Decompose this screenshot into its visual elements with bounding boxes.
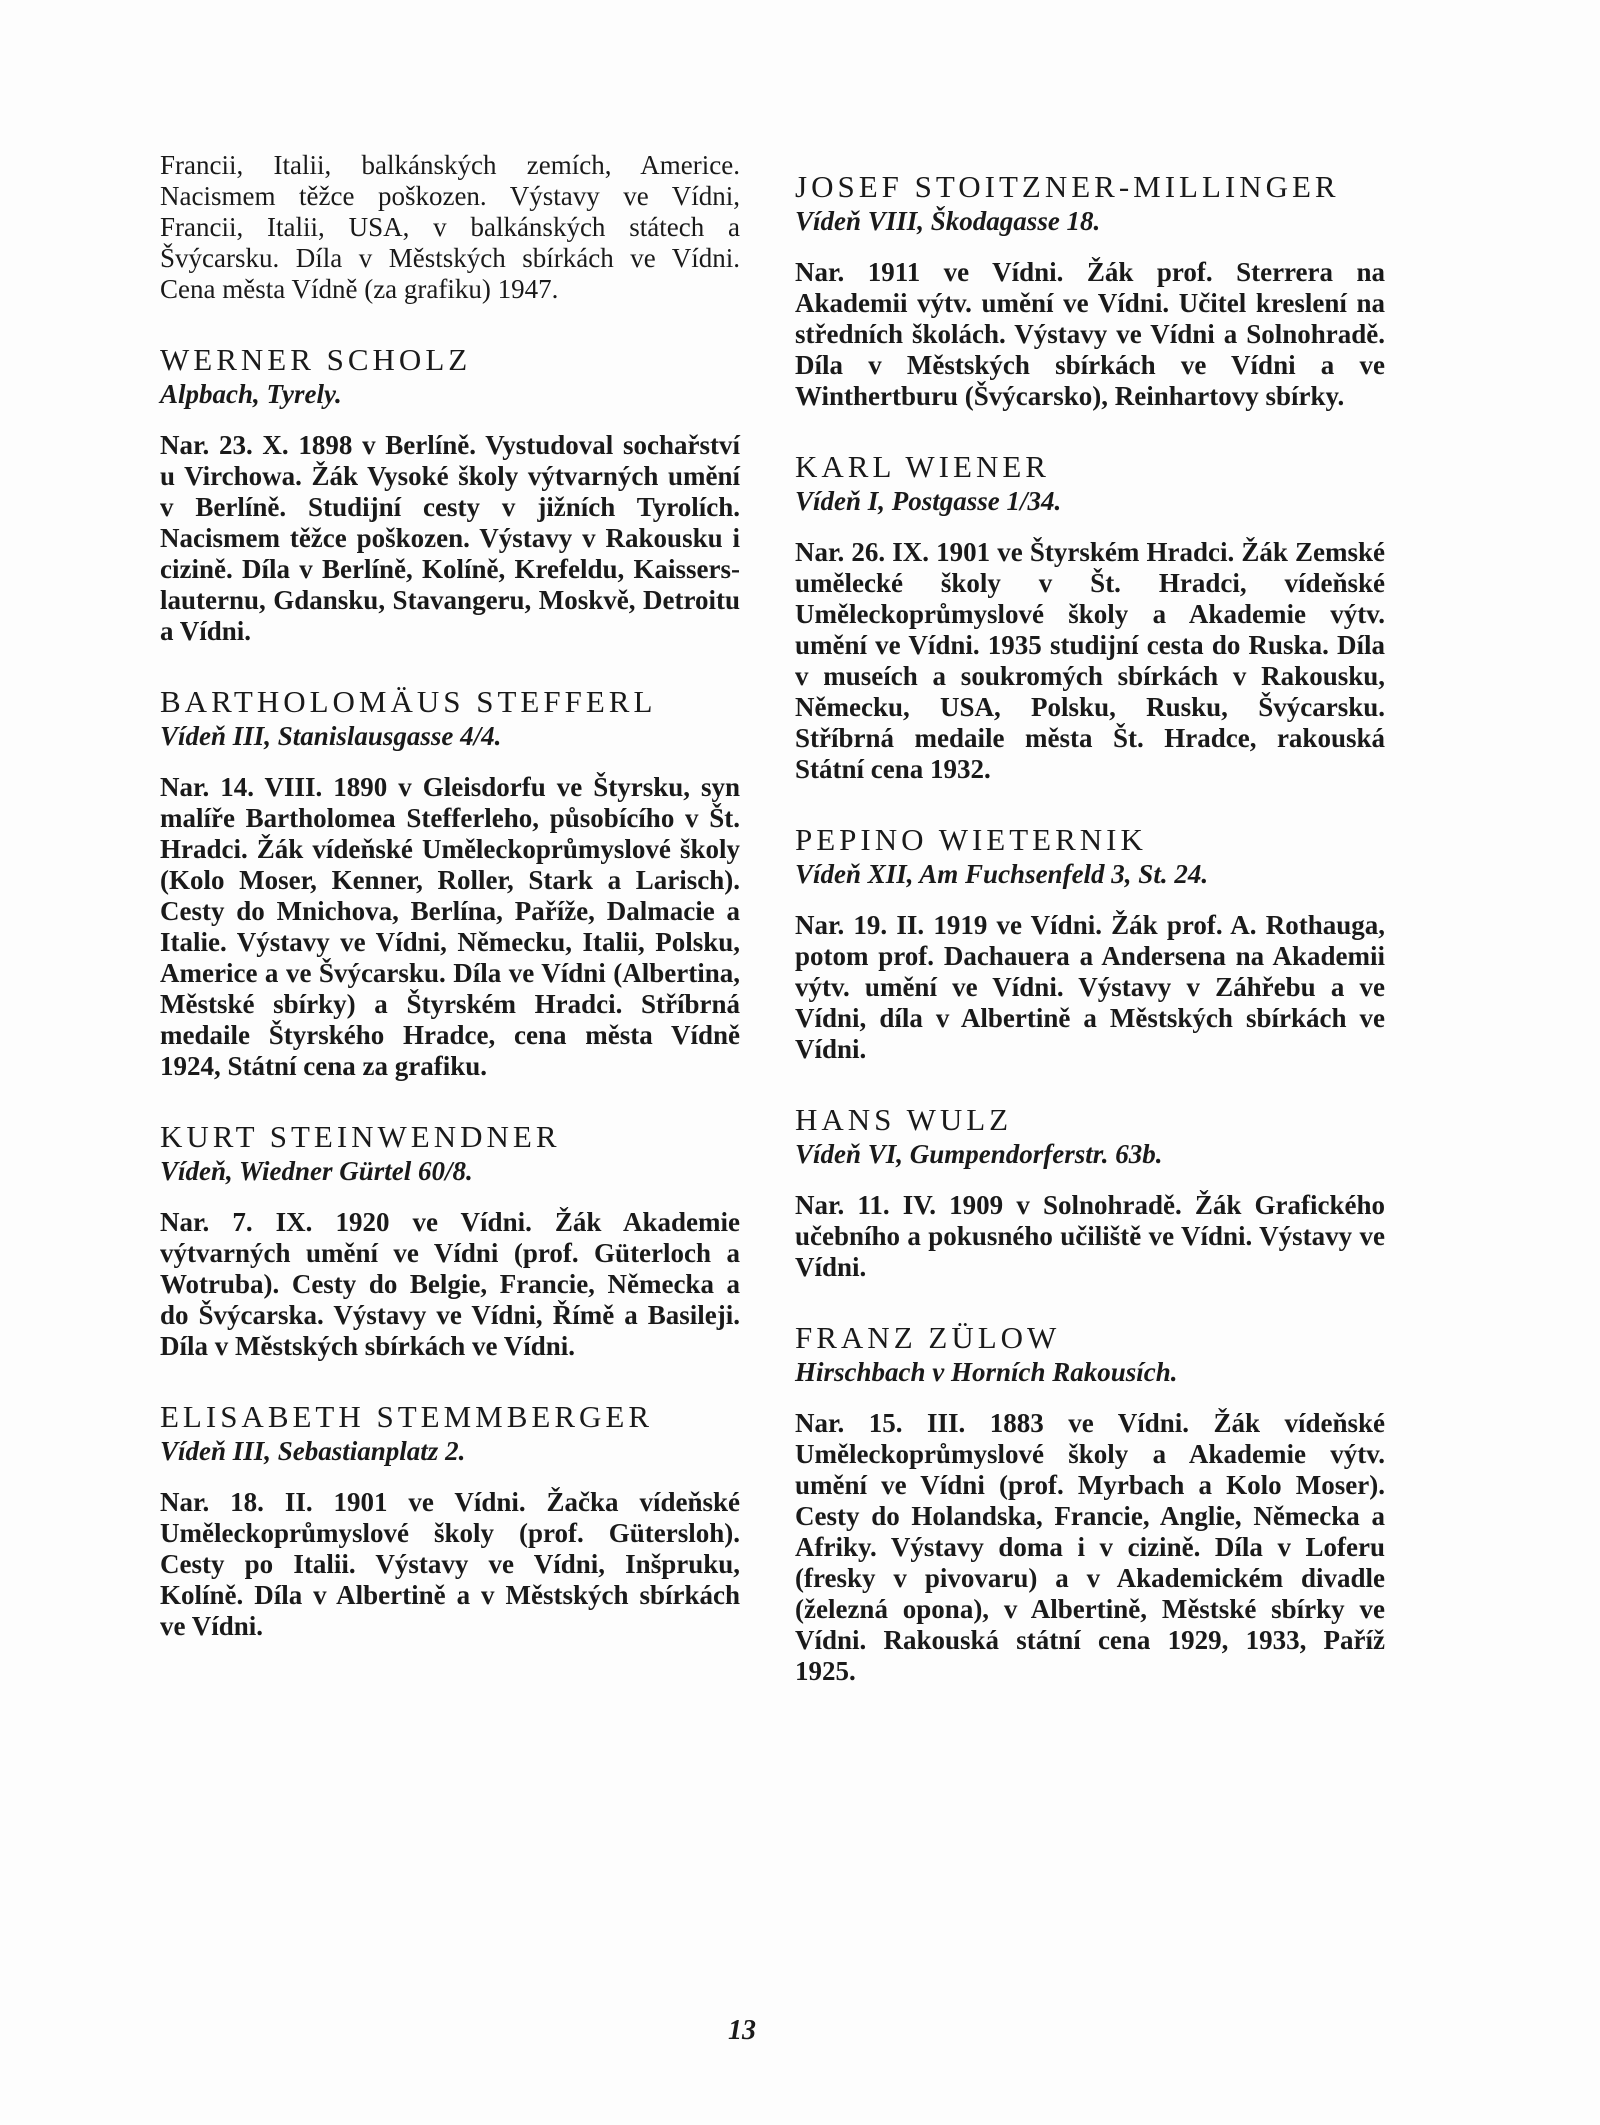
artist-address: Vídeň VI, Gumpendorferstr. 63b.	[795, 1139, 1163, 1169]
artist-name: KARL WIENER	[795, 449, 1050, 484]
artist-entry	[795, 1321, 1385, 1687]
artist-address: Alpbach, Tyrely.	[160, 379, 342, 409]
artist-entry	[160, 685, 740, 1082]
artist-name: KURT STEINWENDNER	[160, 1119, 561, 1154]
artist-bio: Nar. 1911 ve Vídni. Žák prof. Sterrera na Akademii výtv. umění ve Vídni. Učitel kreslení na středních školách. Výstavy ve Vídni a Solnohradě. Díla v Městských sbírkách ve Vídni a ve Winthertburu (Švýcarsko), Reinhartovy sbírky.	[795, 257, 1385, 411]
artist-address: Vídeň XII, Am Fuchsenfeld 3, St. 24.	[795, 859, 1209, 889]
artist-entry	[795, 450, 1385, 785]
artist-bio: Nar. 19. II. 1919 ve Vídni. Žák prof. A. Rothauga, potom prof. Dachauera a Andersena na Akademii výtv. umění ve Vídni. Výstavy v Záhřebu a ve Vídni, díla v Albertině a Městských sbírkách ve Vídni.	[795, 910, 1385, 1064]
artist-bio: Nar. 15. III. 1883 ve Vídni. Žák vídeňské Uměleckoprůmyslové školy a Akademie výtv. umění ve Vídni (prof. Myrbach a Kolo Moser). Cesty do Holandska, Francie, Anglie, Německa a Afriky. Výstavy doma i v cizině. Díla v Loferu (fresky v pivovaru) a v Akademickém divadle (železná opona), v Albertině, Městské sbírky ve Vídni. Rakouská státní cena 1929, 1933, Paříž 1925.	[795, 1408, 1385, 1686]
artist-address: Vídeň VIII, Škodagasse 18.	[795, 206, 1101, 236]
artist-address: Hirschbach v Horních Rakousích.	[795, 1357, 1178, 1387]
artist-name: ELISABETH STEMMBERGER	[160, 1399, 654, 1434]
artist-bio: Nar. 11. IV. 1909 v Solnohradě. Žák Grafického učebního a pokusného učiliště ve Vídni. Výstavy ve Vídni.	[795, 1190, 1385, 1282]
left-column	[160, 150, 740, 1680]
artist-name: BARTHOLOMÄUS STEFFERL	[160, 684, 657, 719]
artist-address: Vídeň III, Sebastianplatz 2.	[160, 1436, 466, 1466]
artist-name: HANS WULZ	[795, 1102, 1013, 1137]
artist-bio: Nar. 14. VIII. 1890 v Gleisdorfu ve Štyrsku, syn malíře Bartholomea Stefferleho, působícího v Št. Hradci. Žák vídeňské Uměleckoprůmyslové školy (Kolo Moser, Kenner, Roller, Stark a Larisch). Cesty do Mnichova, Berlína, Paříže, Dalmacie a Italie. Výstavy ve Vídni, Německu, Italii, Polsku, Americe a ve Švýcarsku. Díla ve Vídni (Albertina, Městské sbírky) a Štyrském Hradci. Stříbrná medaile Štyrského Hradce, cena města Vídně 1924, Státní cena za grafiku.	[160, 772, 740, 1081]
artist-entry	[795, 1103, 1385, 1283]
artist-entry	[160, 1400, 740, 1642]
artist-name: JOSEF STOITZNER-MILLINGER	[795, 169, 1340, 204]
artist-bio: Nar. 23. X. 1898 v Berlíně. Vystudoval sochařství u Virchowa. Žák Vysoké školy výtvarných umění v Berlíně. Studijní cesty v jižních Tyrolích. Nacismem těžce poškozen. Výstavy v Rakousku i cizině. Díla v Berlíně, Kolíně, Krefeldu, Kaissers-lauternu, Gdansku, Stavangeru, Moskvě, Detroitu a Vídni.	[160, 430, 740, 646]
right-column	[795, 170, 1385, 1725]
artist-name: WERNER SCHOLZ	[160, 342, 472, 377]
artist-bio: Nar. 26. IX. 1901 ve Štyrském Hradci. Žák Zemské umělecké školy v Št. Hradci, vídeňské Uměleckoprůmyslové školy a Akademie výtv. umění ve Vídni. 1935 studijní cesta do Ruska. Díla v museích a soukromých sbírkách v Rakousku, Německu, USA, Polsku, Rusku, Švýcarsku. Stříbrná medaile města Št. Hradce, rakouská Státní cena 1932.	[795, 537, 1385, 784]
artist-entry	[795, 170, 1385, 412]
artist-entry	[160, 343, 740, 647]
artist-bio: Nar. 7. IX. 1920 ve Vídni. Žák Akademie výtvarných umění ve Vídni (prof. Güterloch a Wotruba). Cesty do Belgie, Francie, Německa a do Švýcarska. Výstavy ve Vídni, Římě a Basileji. Díla v Městských sbírkách ve Vídni.	[160, 1207, 740, 1361]
artist-address: Vídeň III, Stanislausgasse 4/4.	[160, 721, 502, 751]
intro-paragraph: Francii, Italii, balkánských zemích, Americe. Nacismem těžce poškozen. Výstavy ve Vídni, Francii, Italii, USA, v balkánských státech a Švýcarsku. Díla v Městských sbírkách ve Vídni. Cena města Vídně (za grafiku) 1947.	[160, 150, 740, 304]
artist-address: Vídeň, Wiedner Gürtel 60/8.	[160, 1156, 473, 1186]
artist-entry	[795, 823, 1385, 1065]
artist-bio: Nar. 18. II. 1901 ve Vídni. Žačka vídeňské Uměleckoprůmyslové školy (prof. Gütersloh). Cesty po Italii. Výstavy ve Vídni, Inšpruku, Kolíně. Díla v Albertině a v Městských sbírkách ve Vídni.	[160, 1487, 740, 1641]
artist-name: FRANZ ZÜLOW	[795, 1320, 1061, 1355]
artist-address: Vídeň I, Postgasse 1/34.	[795, 486, 1062, 516]
page-number: 13	[728, 2015, 756, 2046]
artist-name: PEPINO WIETERNIK	[795, 822, 1147, 857]
artist-entry	[160, 1120, 740, 1362]
